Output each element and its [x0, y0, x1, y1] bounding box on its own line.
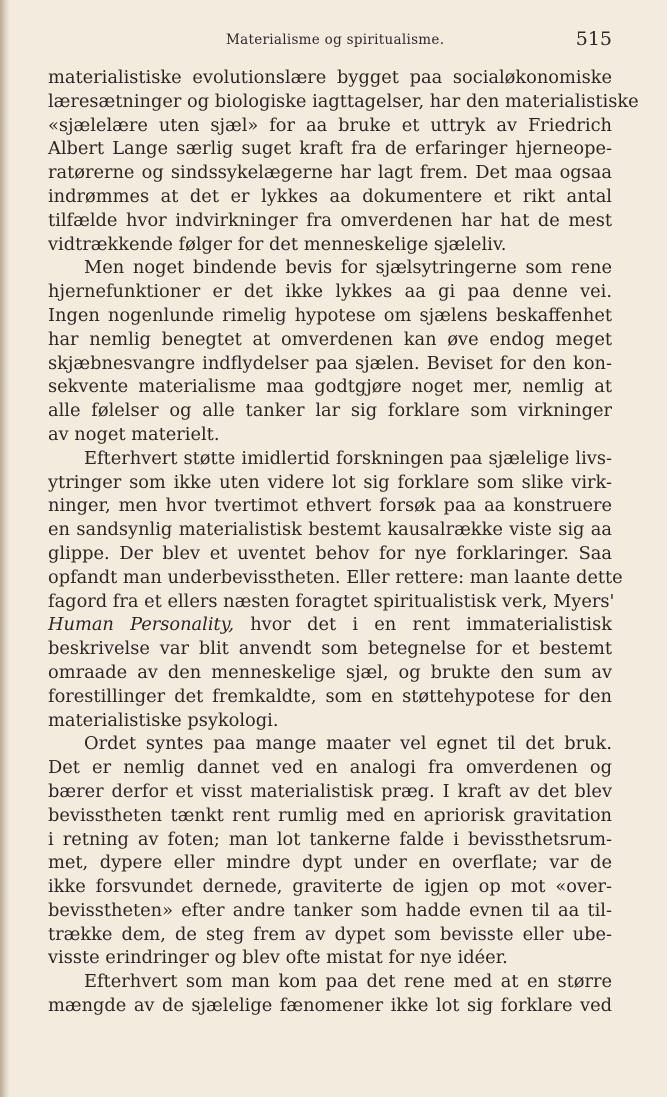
running-head: Materialisme og spiritualisme.	[226, 32, 445, 48]
text-line: tilfælde hvor indvirkninger fra omverdenen har hat de mest	[48, 209, 612, 231]
text-line: skjæbnesvangre indflydelser paa sjælen. Beviset for den kon-	[48, 352, 612, 374]
text-line: mængde av de sjælelige fænomener ikke lot sig forklare ved	[48, 995, 612, 1017]
text-line: bevisstheten tænkt rent rumlig med en apriorisk gravitation	[48, 804, 612, 826]
text-line: alle følelser og alle tanker lar sig forklare som virkninger	[48, 400, 612, 422]
text-line: omraade av den menneskelige sjæl, og brukte den sum av	[48, 661, 612, 683]
page-header	[60, 28, 620, 56]
text-line: sekvente materialisme maa godtgjøre noget mer, nemlig at	[48, 376, 612, 398]
text-line: indrømmes at det er lykkes aa dokumentere et rikt antal	[48, 185, 612, 207]
text-line: hjernefunktioner er det ikke lykkes aa gi paa denne vei.	[48, 281, 612, 303]
text-line: en sandsynlig materialistisk bestemt kausalrække viste sig aa	[48, 519, 612, 541]
text-line: bærer derfor et visst materialistisk præg. I kraft av det blev	[48, 780, 612, 802]
text-line: ninger, men hvor tvertimot ethvert forsøk paa aa konstruere	[48, 495, 612, 517]
page-number: 515	[575, 28, 612, 50]
text-line: ikke forsvundet dernede, graviterte de igjen op mot «over-	[48, 876, 612, 898]
text-line: trække dem, de steg frem av dypet som bevisste eller ube-	[48, 923, 612, 945]
text-line: av noget materielt.	[48, 423, 220, 445]
text-line: ratørerne og sindssykelægerne har lagt frem. Det maa ogsaa	[48, 162, 612, 184]
text-line: Efterhvert som man kom paa det rene med at en større	[84, 971, 612, 993]
text-line: glippe. Der blev et uventet behov for nye forklaringer. Saa	[48, 542, 612, 564]
text-line: i retning av foten; man lot tankerne falde i bevissthetsrum-	[48, 828, 612, 850]
text-line: Albert Lange særlig suget kraft fra de erfaringer hjerneope-	[48, 138, 612, 160]
text-line: beskrivelse var blit anvendt som betegnelse for et bestemt	[48, 638, 612, 660]
text-line: læresætninger og biologiske iagttagelser, har den materialistiske	[48, 90, 639, 112]
text-line: opfandt man underbevisstheten. Eller rettere: man laante dette	[48, 566, 623, 588]
text-line: forestillinger det fremkaldte, som en støttehypotese for den	[48, 685, 612, 707]
body-text	[48, 66, 639, 1018]
text-line: Men noget bindende bevis for sjælsytringerne som rene	[84, 257, 612, 279]
text-line: bevisstheten» efter andre tanker som hadde evnen til aa til-	[48, 899, 612, 921]
text-line: «sjælelære uten sjæl» for aa bruke et uttryk av Friedrich	[48, 114, 612, 136]
text-line: Det er nemlig dannet ved en analogi fra omverdenen og	[48, 757, 612, 779]
text-line: met, dypere eller mindre dypt under en overflate; var de	[48, 852, 612, 874]
text-line: har nemlig benegtet at omverdenen kan øve endog meget	[48, 328, 612, 350]
text-line: materialistiske psykologi.	[48, 709, 279, 731]
text-line: vidtrækkende følger for det menneskelige sjæleliv.	[48, 233, 507, 255]
text-line: visste erindringer og blev ofte mistat for nye idéer.	[48, 947, 508, 969]
text-line: Ordet syntes paa mange maater vel egnet til det bruk.	[84, 733, 612, 755]
text-line: Efterhvert støtte imidlertid forskningen paa sjælelige livs-	[84, 447, 612, 469]
text-line: materialistiske evolutionslære bygget paa socialøkonomiske	[48, 67, 612, 88]
page-gutter-shadow	[0, 0, 10, 1097]
text-line: ytringer som ikke uten videre lot sig forklare som slike virk-	[48, 471, 612, 493]
text-line: Human Personality, hvor det i en rent immaterialistisk	[48, 614, 612, 636]
text-line: fagord fra et ellers næsten foragtet spiritualistisk verk, Myers'	[48, 590, 615, 612]
text-line: Ingen nogenlunde rimelig hypotese om sjælens beskaffenhet	[48, 304, 612, 326]
